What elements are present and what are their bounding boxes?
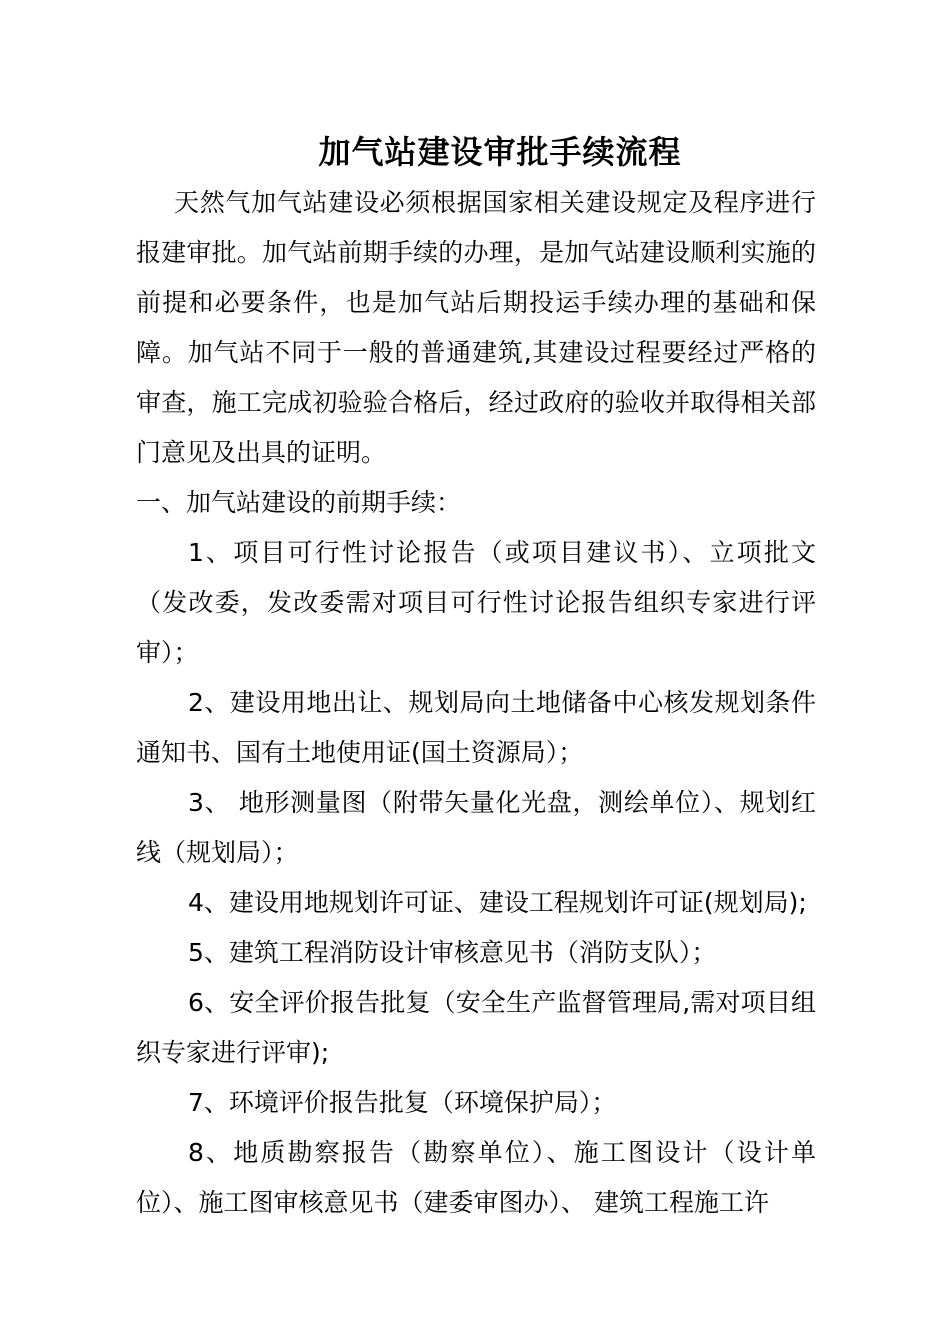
list-item-2: 2、建设用地出让、规划局向土地储备中心核发规划条件通知书、国有土地使用证(国土资源局）；	[136, 688, 816, 767]
list-item-4: 4、建设用地规划许可证、建设工程规划许可证(规划局);	[188, 888, 807, 917]
document-body	[136, 178, 816, 1228]
list-item-7: 7、环境评价报告批复（环境保护局）；	[188, 1088, 617, 1117]
list-item-5: 5、建筑工程消防设计审核意见书（消防支队）；	[188, 938, 717, 967]
list-item-8: 8、地质勘察报告（勘察单位）、施工图设计（设计单位）、施工图审核意见书（建委审图办）、 建筑工程施工许	[136, 1138, 816, 1217]
section-heading: 一、加气站建设的前期手续：	[136, 488, 462, 517]
list-item-1: 1、项目可行性讨论报告（或项目建议书）、立项批文（发改委，发改委需对项目可行性讨论报告组织专家进行评审）；	[136, 538, 816, 667]
intro-paragraph: 天然气加气站建设必须根据国家相关建设规定及程序进行报建审批。加气站前期手续的办理，是加气站建设顺利实施的前提和必要条件，也是加气站后期投运手续办理的基础和保障。加气站不同于一般的普通建筑,其建设过程要经过严格的审查，施工完成初验验合格后，经过政府的验收并取得相关部门意见及出具的证明。	[136, 188, 816, 467]
list-item-6: 6、安全评价报告批复（安全生产监督管理局,需对项目组织专家进行评审);	[136, 988, 816, 1067]
document-title: 加气站建设审批手续流程	[318, 133, 682, 171]
list-item-3: 3、 地形测量图（附带矢量化光盘，测绘单位）、规划红线（规划局）；	[136, 788, 816, 867]
